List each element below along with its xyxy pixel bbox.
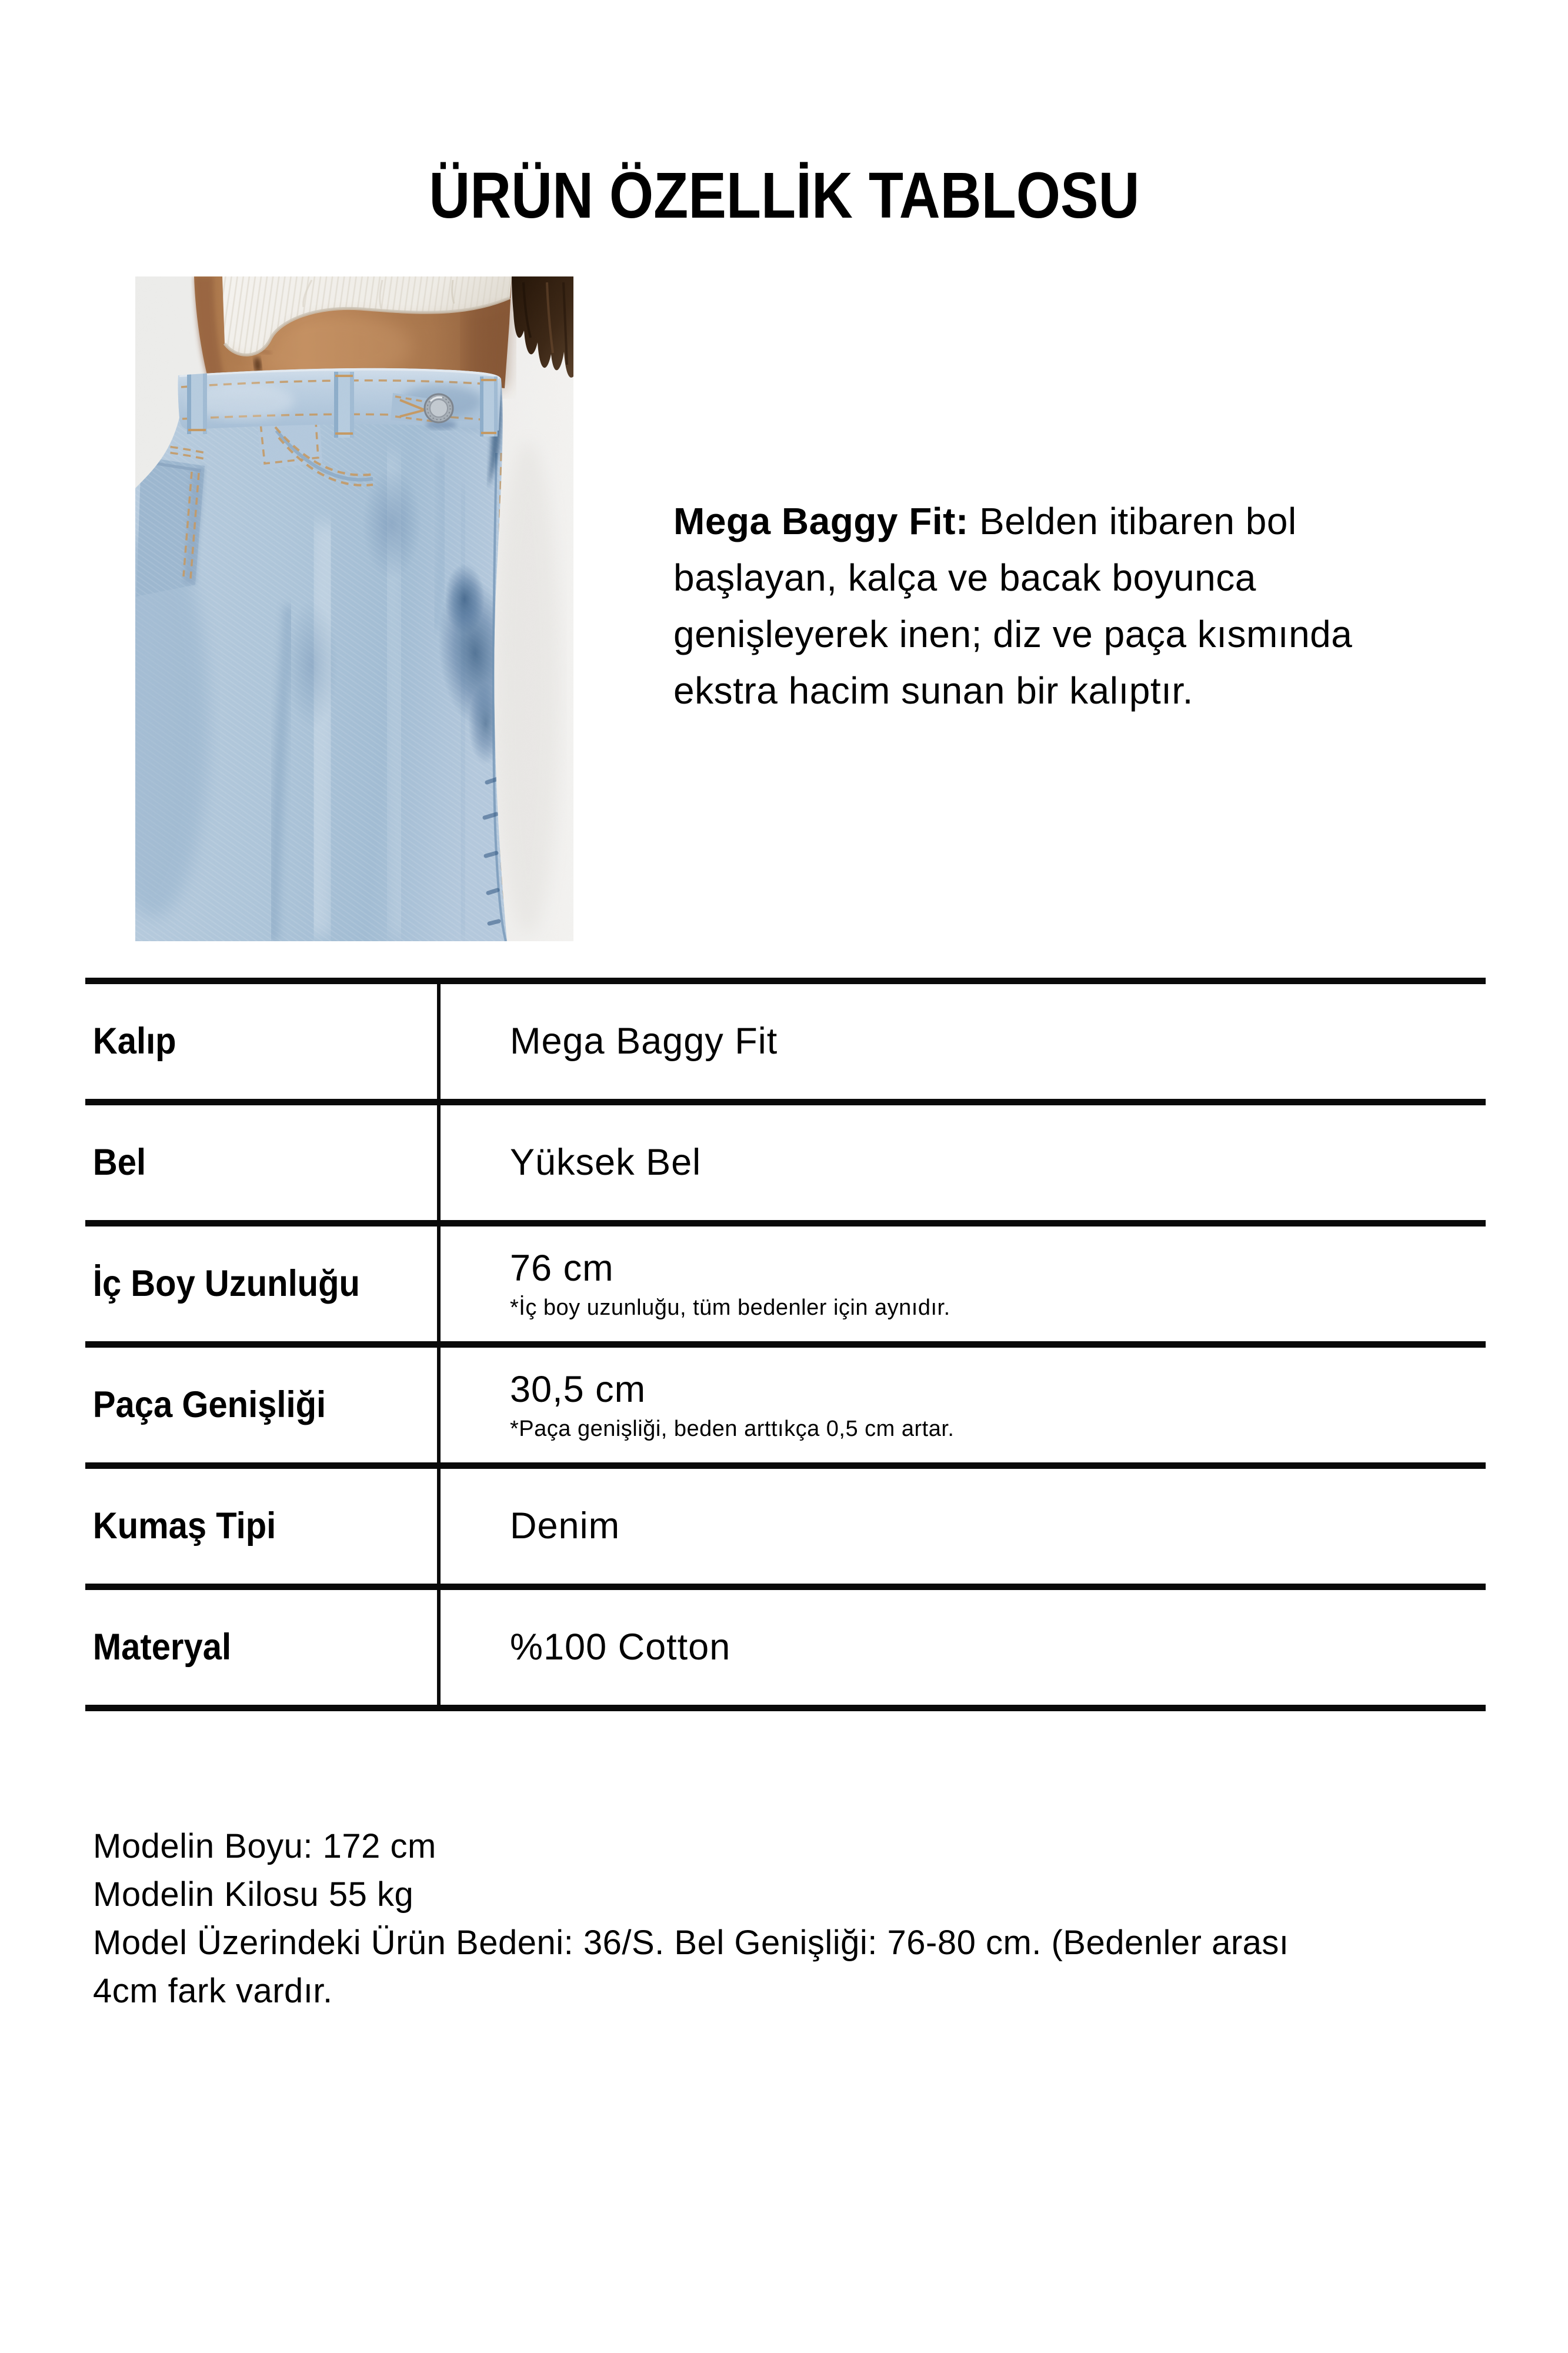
table-row xyxy=(85,1465,1486,1587)
model-info-line: Modelin Boyu: 172 cm xyxy=(93,1827,436,1865)
model-info xyxy=(93,1822,1363,2015)
spec-label: Kumaş Tipi xyxy=(92,1505,276,1547)
spec-label: Bel xyxy=(92,1142,146,1183)
fit-description-text: Belden itibaren bol başlayan, kalça ve bacak boyunca genişleyerek inen; diz ve paça kısmında ekstra hacim sunan bir kalıptır. xyxy=(673,500,1353,712)
page-title xyxy=(0,159,1568,232)
table-row xyxy=(85,1344,1486,1465)
spec-value: 76 cm xyxy=(510,1247,614,1289)
table-row xyxy=(85,981,1486,1102)
page-title-text: ÜRÜN ÖZELLİK TABLOSU xyxy=(428,159,1140,232)
spec-value: Yüksek Bel xyxy=(510,1142,702,1183)
table-row xyxy=(85,1587,1486,1708)
spec-table xyxy=(85,981,1486,1708)
spec-value: Mega Baggy Fit xyxy=(510,1021,778,1062)
spec-value: %100 Cotton xyxy=(510,1627,731,1668)
spec-label: İç Boy Uzunluğu xyxy=(92,1263,360,1304)
spec-label: Paça Genişliği xyxy=(92,1384,326,1425)
model-info-line: Modelin Kilosu 55 kg xyxy=(93,1875,414,1914)
fit-description xyxy=(673,493,1432,719)
spec-label: Materyal xyxy=(92,1627,232,1668)
spec-value: 30,5 cm xyxy=(510,1368,646,1410)
spec-note: *Paça genişliği, beden arttıkça 0,5 cm artar. xyxy=(510,1416,955,1441)
spec-value: Denim xyxy=(510,1505,620,1547)
table-row xyxy=(85,1223,1486,1344)
jeans-photo-illustration xyxy=(135,276,573,941)
model-info-line: Model Üzerindeki Ürün Bedeni: 36/S. Bel Genişliği: 76-80 cm. (Bedenler arası 4cm fark vardır. xyxy=(93,1924,1289,2010)
fit-name: Mega Baggy Fit: xyxy=(673,500,969,542)
spec-note: *İç boy uzunluğu, tüm bedenler için aynıdır. xyxy=(510,1295,950,1320)
product-photo xyxy=(135,276,573,941)
spec-label: Kalıp xyxy=(92,1021,176,1062)
table-row xyxy=(85,1102,1486,1223)
